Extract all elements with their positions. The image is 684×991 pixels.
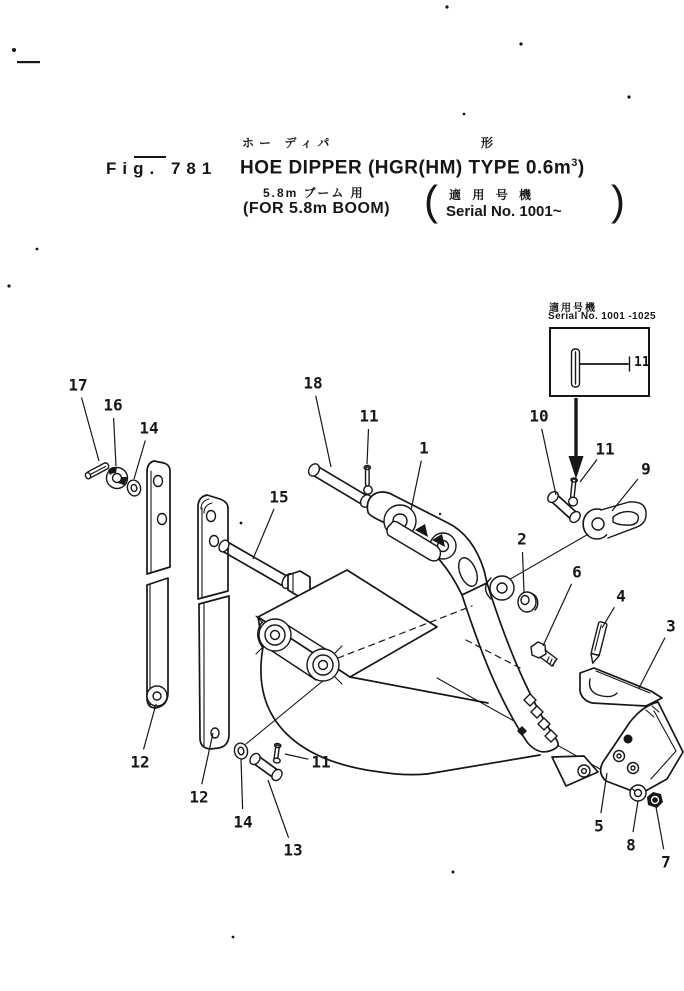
bolt-15 bbox=[217, 538, 310, 596]
callout-leader-13 bbox=[268, 780, 289, 838]
lock-pin-4 bbox=[589, 621, 607, 664]
link-plate-upper-left bbox=[147, 461, 170, 574]
serial-box-callout: 11 bbox=[634, 355, 650, 370]
callout-label-14: 14 bbox=[139, 418, 159, 438]
washer-14-bottom bbox=[233, 742, 249, 760]
callout-label-13: 13 bbox=[283, 840, 303, 860]
callout-leader-4 bbox=[602, 607, 614, 628]
callout-label-8: 8 bbox=[626, 835, 636, 855]
serial-box-jp: 適用号機 bbox=[549, 303, 597, 314]
page-title-text: HOE DIPPER (HGR(HM) TYPE 0.6m bbox=[240, 157, 572, 179]
callout-label-16: 16 bbox=[103, 395, 123, 415]
title-kana-kei: 形 bbox=[481, 136, 494, 150]
link-plate-lower-right bbox=[199, 596, 229, 749]
callout-leader-14 bbox=[134, 441, 145, 480]
callout-leader-11 bbox=[367, 429, 369, 464]
callout-leader-7 bbox=[656, 807, 664, 849]
callout-leader-12 bbox=[144, 704, 157, 750]
callout-label-5: 5 bbox=[594, 816, 604, 836]
callout-label-15: 15 bbox=[269, 487, 289, 507]
link-plate-lower-left bbox=[147, 578, 168, 708]
pin-11-center bbox=[364, 466, 372, 495]
callout-label-7: 7 bbox=[661, 852, 671, 872]
callout-leader-16 bbox=[114, 418, 116, 466]
washer-14-top bbox=[126, 479, 143, 498]
serial-arrow bbox=[569, 398, 584, 479]
callout-label-11: 11 bbox=[595, 439, 615, 459]
nut-7 bbox=[647, 792, 663, 808]
title-serial-en: Serial No. 1001~ bbox=[446, 203, 562, 220]
pin-10 bbox=[546, 490, 583, 525]
callout-label-3: 3 bbox=[666, 616, 676, 636]
callout-label-2: 2 bbox=[517, 529, 527, 549]
callout-label-12: 12 bbox=[130, 752, 150, 772]
callout-leader-6 bbox=[543, 584, 572, 646]
serial-box-range: Serial No. 1001 -1025 bbox=[548, 311, 656, 322]
figure-number: Fig. 781 bbox=[106, 159, 218, 178]
subtitle-en: (FOR 5.8m BOOM) bbox=[243, 200, 391, 217]
callout-leader-10 bbox=[542, 429, 556, 495]
callout-label-14: 14 bbox=[233, 812, 253, 832]
pin-11-right bbox=[568, 478, 580, 507]
serial-paren-open: ( bbox=[424, 177, 438, 224]
side-cutter-5 bbox=[601, 702, 683, 794]
callout-leader-18 bbox=[316, 396, 331, 467]
callout-label-11: 11 bbox=[311, 752, 331, 772]
callout-leader-17 bbox=[82, 398, 100, 462]
tooth-point-3 bbox=[580, 668, 662, 706]
title-katakana: ホー ディパ bbox=[242, 136, 335, 150]
callout-leader-1 bbox=[411, 461, 421, 510]
callout-label-9: 9 bbox=[641, 459, 651, 479]
callout-leader-2 bbox=[523, 552, 525, 592]
callout-label-11: 11 bbox=[359, 406, 379, 426]
page-title-sup: 3 bbox=[571, 157, 578, 169]
callout-leader-11 bbox=[285, 754, 308, 759]
bushing-2 bbox=[518, 592, 538, 612]
callout-label-12: 12 bbox=[189, 787, 209, 807]
callout-label-18: 18 bbox=[303, 373, 323, 393]
title-serial-jp: 適 用 号 機 bbox=[449, 188, 536, 202]
callout-leader-8 bbox=[633, 801, 638, 832]
callout-label-4: 4 bbox=[616, 586, 626, 606]
callout-label-6: 6 bbox=[572, 562, 582, 582]
serial-paren-close: ) bbox=[611, 177, 625, 224]
pin-18 bbox=[306, 462, 373, 509]
callout-label-10: 10 bbox=[529, 406, 549, 426]
bolt-6 bbox=[531, 642, 557, 666]
castle-nut-16 bbox=[107, 467, 128, 489]
callout-leader-3 bbox=[639, 638, 665, 688]
callout-leader-14 bbox=[241, 759, 243, 809]
pin-11-bottom bbox=[272, 743, 282, 763]
page-title-close: ) bbox=[577, 157, 585, 179]
serial-box-pin-drawing bbox=[572, 349, 630, 387]
washer-8 bbox=[630, 785, 646, 801]
callout-leader-15 bbox=[253, 509, 274, 559]
callout-leader-11 bbox=[580, 459, 597, 482]
callout-label-1: 1 bbox=[419, 438, 429, 458]
subtitle-jp: 5.8m ブーム 用 bbox=[263, 186, 365, 200]
callout-label-17: 17 bbox=[68, 375, 88, 395]
